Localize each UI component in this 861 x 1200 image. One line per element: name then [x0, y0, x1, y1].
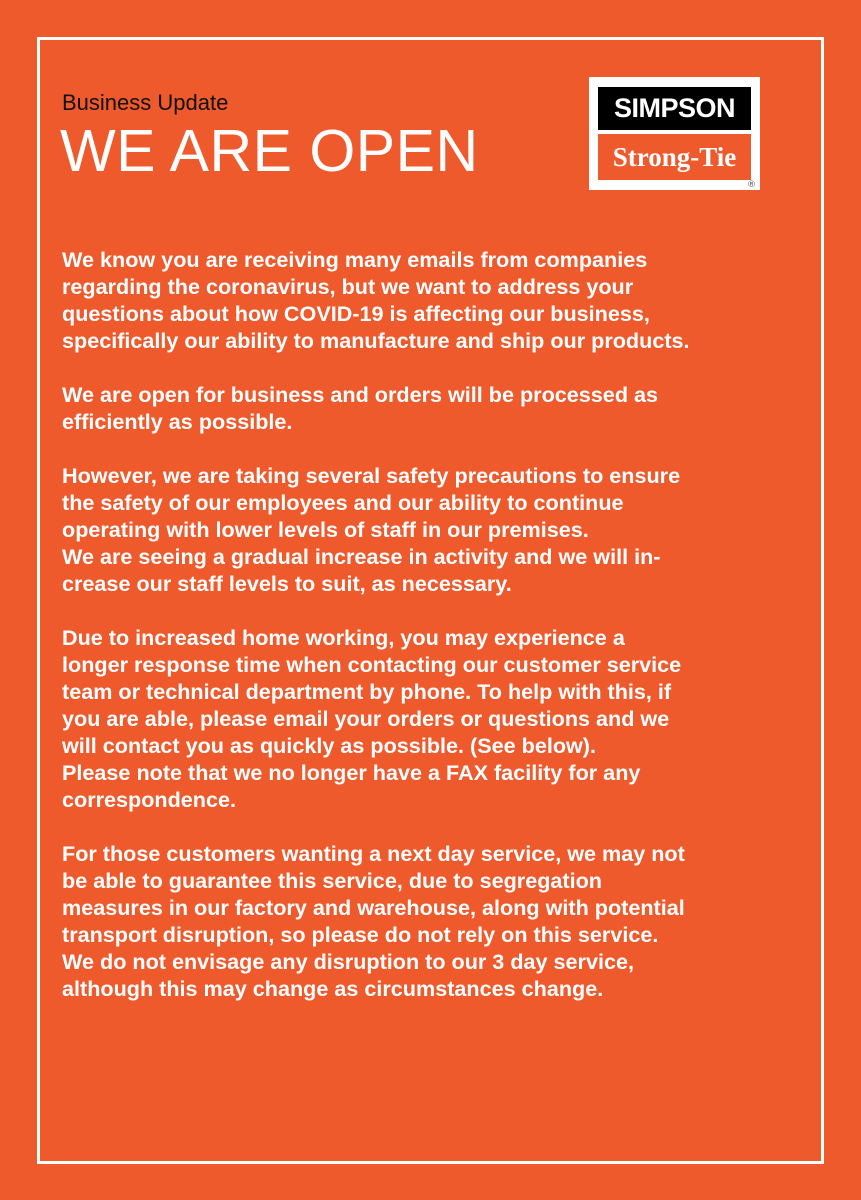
notice-body: [62, 246, 802, 1002]
notice-paragraph: [62, 462, 802, 597]
notice-paragraph: [62, 246, 802, 354]
page-title: WE ARE OPEN: [60, 118, 479, 184]
paragraph-line: the safety of our employees and our ability to continue: [62, 490, 624, 515]
paragraph-line: Due to increased home working, you may experience a: [62, 625, 625, 650]
logo-simpson-text: SIMPSON: [598, 87, 751, 130]
paragraph-line: although this may change as circumstances change.: [62, 976, 604, 1001]
paragraph-line: Please note that we no longer have a FAX facility for any: [62, 760, 641, 785]
paragraph-line: We are open for business and orders will be processed as: [62, 382, 659, 407]
paragraph-line: operating with lower levels of staff in our premises.: [62, 517, 589, 542]
paragraph-line: transport disruption, so please do not rely on this service.: [62, 922, 659, 947]
paragraph-line: correspondence.: [62, 787, 237, 812]
notice-paragraph: [62, 624, 802, 813]
business-update-label: Business Update: [62, 90, 229, 115]
paragraph-line: For those customers wanting a next day service, we may not: [62, 841, 685, 866]
notice-paragraph: [62, 840, 802, 1002]
paragraph-line: longer response time when contacting our customer service: [62, 652, 682, 677]
paragraph-line: will contact you as quickly as possible. (See below).: [62, 733, 597, 758]
paragraph-line: team or technical department by phone. To help with this, if: [62, 679, 672, 704]
paragraph-line: specifically our ability to manufacture and ship our products.: [62, 328, 690, 353]
notice-paragraph: [62, 381, 802, 435]
registered-mark: ®: [747, 180, 756, 190]
paragraph-line: questions about how COVID-19 is affecting our business,: [62, 301, 650, 326]
paragraph-line: We do not envisage any disruption to our 3 day service,: [62, 949, 634, 974]
paragraph-line: However, we are taking several safety precautions to ensure: [62, 463, 681, 488]
paragraph-line: be able to guarantee this service, due to segregation: [62, 868, 602, 893]
paragraph-line: you are able, please email your orders or questions and we: [62, 706, 670, 731]
paragraph-line: crease our staff levels to suit, as necessary.: [62, 571, 512, 596]
logo-strong-tie-text: Strong-Tie: [598, 134, 751, 180]
paragraph-line: We know you are receiving many emails from companies: [62, 247, 648, 272]
paragraph-line: We are seeing a gradual increase in activity and we will in-: [62, 544, 661, 569]
simpson-strong-tie-logo: [589, 77, 760, 190]
paragraph-line: measures in our factory and warehouse, along with potential: [62, 895, 685, 920]
paragraph-line: regarding the coronavirus, but we want to address your: [62, 274, 634, 299]
paragraph-line: efficiently as possible.: [62, 409, 293, 434]
